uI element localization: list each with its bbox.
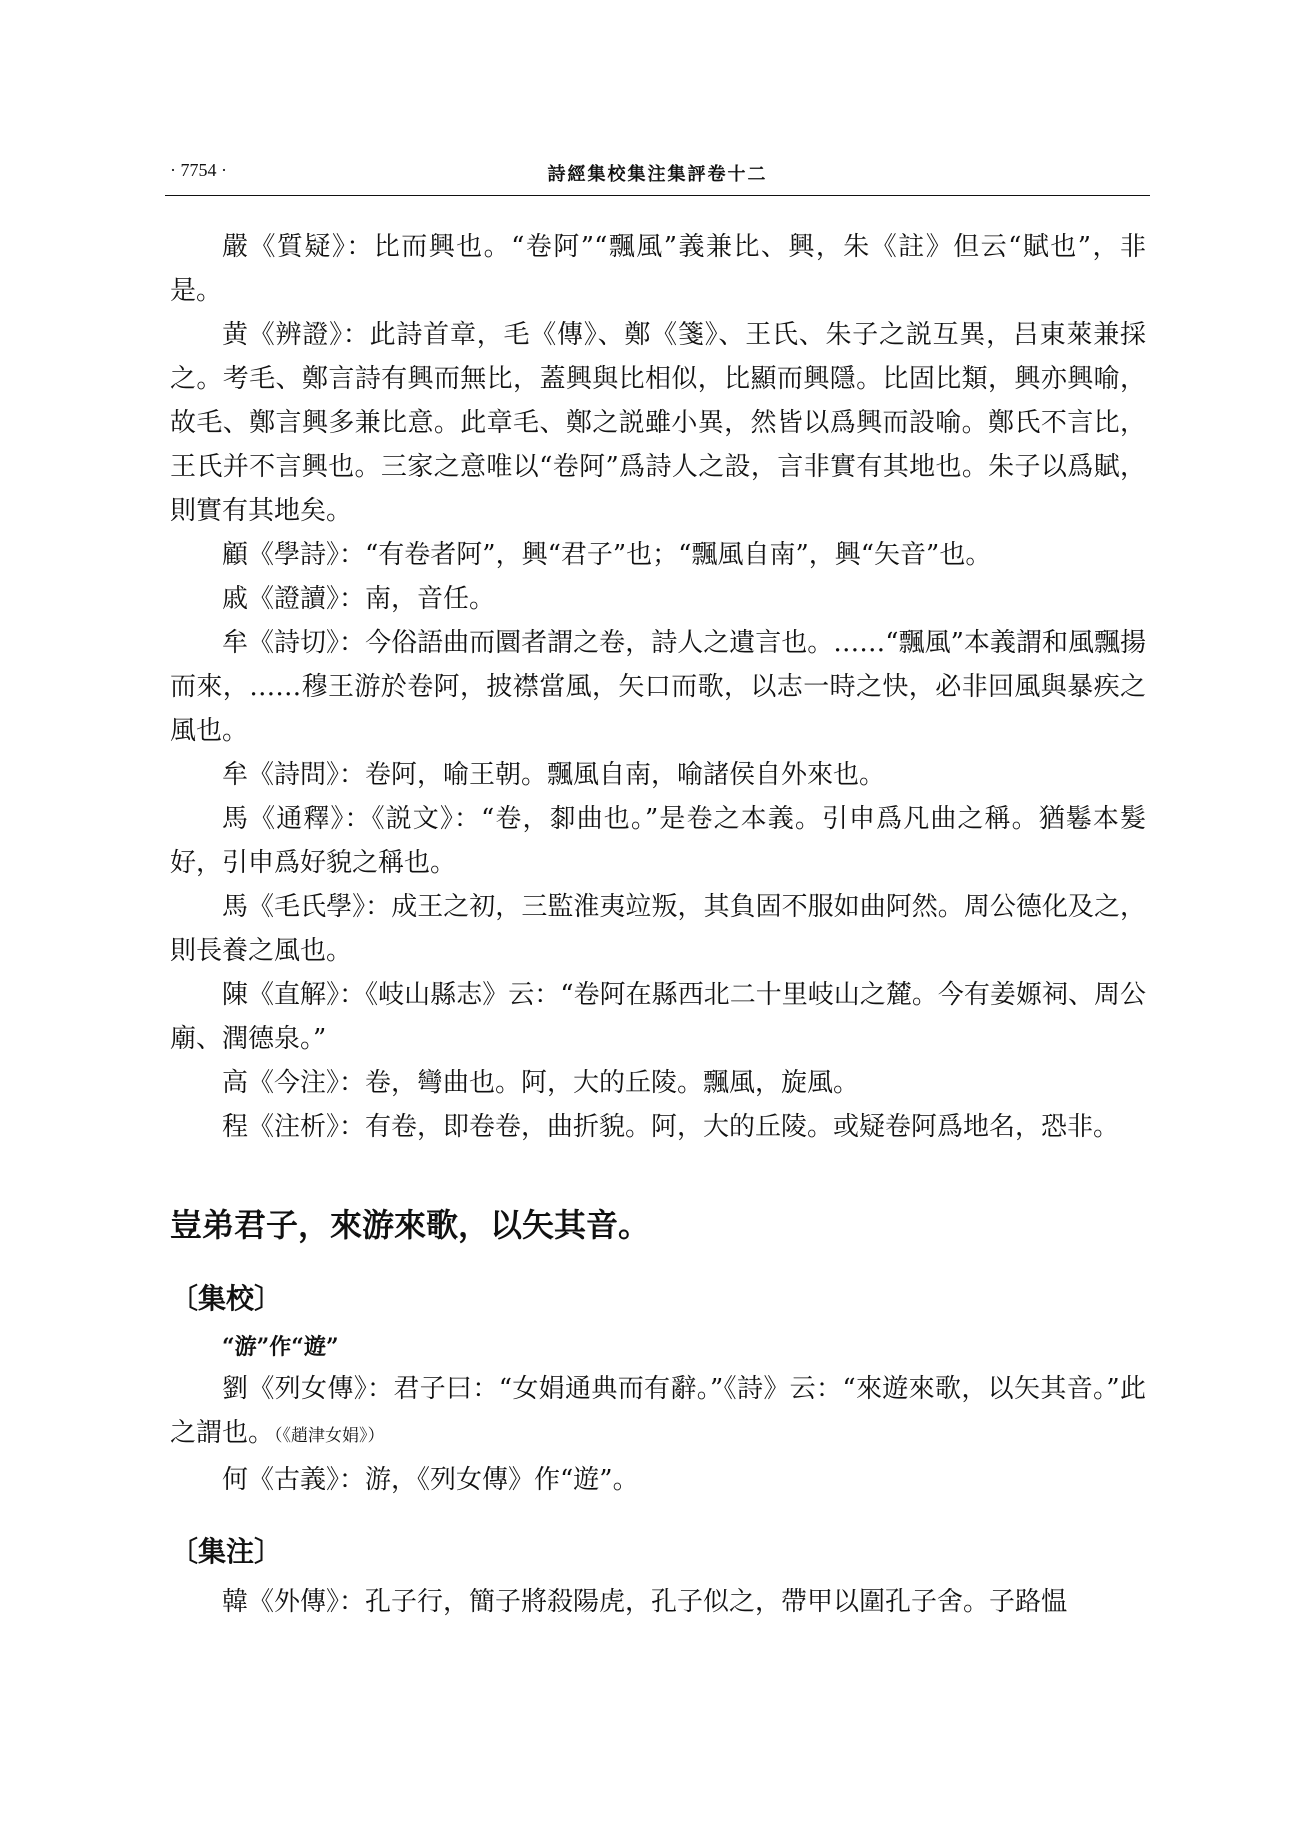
page-body xyxy=(170,225,1146,1624)
running-title: 詩經集校集注集評卷十二 xyxy=(547,164,768,185)
section-heading-annotation: 〔集注〕 xyxy=(170,1535,283,1568)
header-rule xyxy=(165,195,1150,196)
commentary-entry: 高《今注》：卷，彎曲也。阿，大的丘陵。飄風，旋風。 xyxy=(222,1068,860,1098)
source-note: （《趙津女娟》） xyxy=(274,1426,385,1446)
commentary-entry: 馬《毛氏學》：成王之初，三監淮夷竝叛，其負固不服如曲阿然。周公德化及之，則長養之風也。 xyxy=(170,892,1146,966)
commentary-entry: 韓《外傳》：孔子行，簡子將殺陽虎，孔子似之，帶甲以圍孔子舍。子路愠 xyxy=(222,1587,1068,1617)
commentary-entry: 顧《學詩》：“有卷者阿”，興“君子”也；“飄風自南”，興“矢音”也。 xyxy=(222,540,992,570)
page-number: · 7754 · xyxy=(170,160,227,180)
commentary-entry: 陳《直解》：《岐山縣志》云：“卷阿在縣西北二十里岐山之麓。今有姜嫄祠、周公廟、潤德泉。” xyxy=(170,980,1146,1054)
commentary-entry: 馬《通釋》：《説文》：“卷，厀曲也。”是卷之本義。引申爲凡曲之稱。猶鬈本髮好，引申爲好貌之稱也。 xyxy=(170,804,1146,878)
commentary-entry: 戚《證讀》：南，音任。 xyxy=(222,584,496,614)
page-header xyxy=(170,160,1145,196)
commentary-entry: 嚴《質疑》：比而興也。“卷阿”“飄風”義兼比、興，朱《註》但云“賦也”，非是。 xyxy=(170,232,1146,306)
commentary-entry xyxy=(170,1367,1146,1458)
commentary-entry: 何《古義》：游，《列女傳》作“遊”。 xyxy=(222,1465,639,1495)
commentary-entry: 黄《辨證》：此詩首章，毛《傳》、鄭《箋》、王氏、朱子之説互異，吕東萊兼採之。考毛、鄭言詩有興而無比，蓋興與比相似，比顯而興隱。比固比類，興亦興喻，故毛、鄭言興多兼比意。此章毛、鄭之説雖小異，然皆以爲興而設喻。鄭氏不言比，王氏并不言興也。三家之意唯以“卷阿”爲詩人之設，言非實有其地也。朱子以爲賦，則實有其地矣。 xyxy=(170,320,1146,526)
verse-line: 豈弟君子，來游來歌，以矢其音。 xyxy=(170,1206,651,1244)
commentary-entry: 程《注析》：有卷，即卷卷，曲折貌。阿，大的丘陵。或疑卷阿爲地名，恐非。 xyxy=(222,1112,1120,1142)
commentary-entry: 牟《詩切》：今俗語曲而圜者謂之卷，詩人之遺言也。……“飄風”本義謂和風飄揚而來，……穆王游於卷阿，披襟當風，矢口而歌，以志一時之快，必非回風與暴疾之風也。 xyxy=(170,628,1146,746)
commentary-entry: 牟《詩問》：卷阿，喻王朝。飄風自南，喻諸侯自外來也。 xyxy=(222,760,886,790)
entry-text: 劉《列女傳》：君子曰：“女娟通典而有辭。”《詩》云：“來遊來歌，以矢其音。”此之謂也。 xyxy=(170,1374,1146,1448)
variant-heading: “游”作“遊” xyxy=(222,1334,339,1360)
section-heading-collation: 〔集校〕 xyxy=(170,1282,283,1315)
